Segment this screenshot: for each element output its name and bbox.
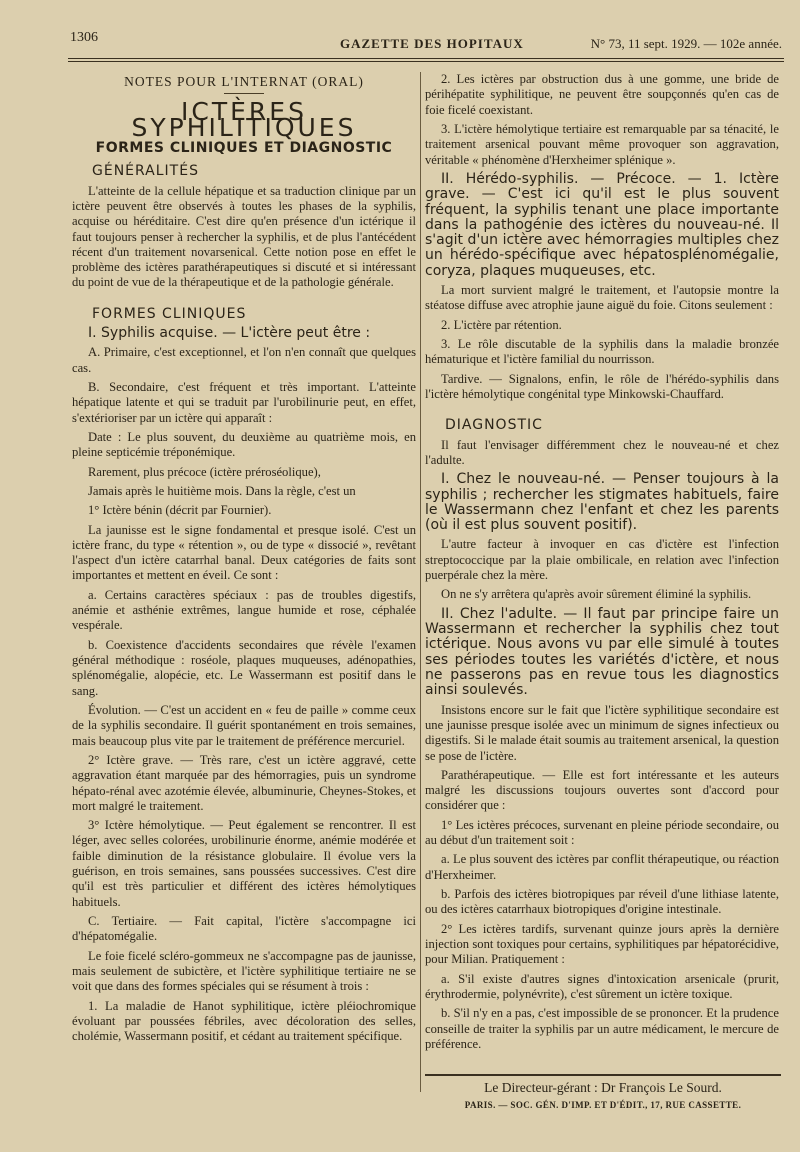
article-subtitle: FORMES CLINIQUES ET DIAGNOSTIC — [95, 139, 393, 156]
paragraph: b. Parfois des ictères biotropiques par réveil d'une lithiase latente, ou des ictères catarrhaux biotropiques d'origine intestinale. — [425, 887, 779, 917]
paragraph: A. Primaire, c'est exceptionnel, et l'on n'en connaît que quelques cas. — [72, 345, 416, 375]
paragraph: Rarement, plus précoce (ictère préroséolique), — [88, 464, 321, 479]
paragraph: b. Coexistence d'accidents secondaires que révèle l'examen général méthodique : roséole, plaques muqueuses, adénopathies, splénomégalie, alopécie, etc. Le Wassermann est positif dans le sang. — [72, 637, 416, 698]
paragraph: 2° Ictère grave. — Très rare, c'est un ictère aggravé, cette aggravation étant marquée par des hémorragies, puis un syndrome hépato-rénal avec azotémie élevée, albuminurie, Cheynes-Stokes, et mort malgré le traitement. — [72, 752, 416, 813]
paragraph: Date : Le plus souvent, du deuxième au quatrième mois, en pleine septicémie tréponémique. — [72, 429, 416, 460]
paragraph: I. Chez le nouveau-né. — Penser toujours à la syphilis ; rechercher les stigmates habituels, faire le Wassermann chez l'enfant et chez les parents (où il est plus souvent positif). — [425, 471, 779, 534]
paragraph: Jamais après le huitième mois. Dans la règle, c'est un — [88, 483, 356, 498]
paragraph: 1. La maladie de Hanot syphilitique, ictère pléiochromique évoluant par poussées fébriles, avec décoloration des selles, cholémie, Wassermann positif, et cédant au traitement spécifique. — [72, 998, 416, 1044]
left-column — [72, 72, 416, 1049]
footer-rule — [425, 1074, 781, 1076]
paragraph: Il faut l'envisager différemment chez le nouveau-né et chez l'adulte. — [425, 437, 779, 467]
paragraph: La mort survient malgré le traitement, et l'autopsie montre la stéatose diffuse avec atrophie jaune aiguë du foie. Citons seulement : — [425, 283, 779, 313]
section-heading: DIAGNOSTIC — [445, 417, 543, 434]
director-line: Le Directeur-gérant : Dr François Le Sourd. — [484, 1080, 722, 1095]
paragraph: 2. L'ictère par rétention. — [441, 317, 562, 332]
paragraph: Le foie ficelé scléro-gommeux ne s'accompagne pas de jaunisse, mais seulement de subictère, et l'ictère syphilitique tertiaire ne se voit que dans des formes spéciales qui se résument à trois : — [72, 948, 416, 994]
page-header — [70, 30, 782, 56]
paragraph: L'atteinte de la cellule hépatique et sa traduction clinique par un ictère peuvent être observés à toutes les phases de la syphilis, acquise ou héréditaire. C'est dire qu'en présence d'un ictérique il faut toujours penser à rechercher la syphilis, et de plus l'antécédent récent d'un traitement novarsenical. Cette notion pose en effet le problème des ictères parathérapeutiques si discuté et si intéressant du point de vue de la thérapeutique et de la pathologie générale. — [72, 183, 416, 290]
paragraph: Tardive. — Signalons, enfin, le rôle de l'hérédo-syphilis dans l'ictère hémolytique congénital type Minkowski-Chauffard. — [425, 371, 779, 401]
paragraph: 3° Ictère hémolytique. — Peut également se rencontrer. Il est léger, avec selles colorées, urobilinurie énorme, anémie modérée et faible diminution de la résistance globulaire. Il évolue vers la guérison, en trois semaines, sans poussées successives. C'est dire qu'il est très particulier et différent des ictères hémolytiques habituels. — [72, 818, 416, 909]
paragraph: 2° Les ictères tardifs, survenant quinze jours après la dernière injection sont toxiques pour certains, syphilitiques par hépatorécidive, pour Milian. Pratiquement : — [425, 921, 779, 967]
header-rule — [68, 58, 784, 59]
paragraph: 3. Le rôle discutable de la syphilis dans la maladie bronzée hématurique et l'ictère familial du nourrisson. — [425, 337, 779, 367]
paragraph: On ne s'y arrêtera qu'après avoir sûrement éliminé la syphilis. — [441, 587, 752, 602]
paragraph: a. S'il existe d'autres signes d'intoxication arsenicale (prurit, érythrodermie, polynévrite), c'est sûrement un ictère toxique. — [425, 971, 779, 1001]
paragraph: La jaunisse est le signe fondamental et presque isolé. C'est un ictère franc, du type « rétention », ou de type « dissocié », revêtant l'aspect d'un ictère catarrhal banal. Deux catégories de faits sont importantes et mettent en éveil. Ce sont : — [72, 522, 416, 583]
paragraph: 2. Les ictères par obstruction dus à une gomme, une bride de périhépatite syphilitique, ne peuvent être soupçonnés qu'en cas de foie ficelé coexistant. — [425, 72, 779, 117]
paragraph: 3. L'ictère hémolytique tertiaire est remarquable par sa ténacité, le traitement arsenical pouvant même provoquer son aggravation, véritable « phénomène d'Herxheimer splénique ». — [425, 121, 779, 167]
paragraph: B. Secondaire, c'est fréquent et très important. L'atteinte hépatique latente et qui se traduit par l'urobilinurie peut, en effet, s'extérioriser par un ictère qui apparaît : — [72, 380, 416, 425]
paragraph: Parathérapeutique. — Elle est fort intéressante et les auteurs malgré les discussions toujours ouvertes sont d'accord pour considérer que : — [425, 767, 779, 813]
paragraph: C. Tertiaire. — Fait capital, l'ictère s'accompagne ici d'hépatomégalie. — [72, 914, 416, 944]
paragraph: II. Chez l'adulte. — Il faut par principe faire un Wassermann et rechercher la syphilis chez tout ictérique. Nous avons vu par elle simulé à toutes ses périodes toutes les variétés d'ictère, et nous ne passerons pas en revue tous les diagnostics ainsi soulevés. — [425, 605, 779, 699]
divider — [224, 93, 264, 94]
paragraph: 1° Les ictères précoces, survenant en pleine période secondaire, ou au début d'un traitement soit : — [425, 817, 779, 848]
paragraph: L'autre facteur à invoquer en cas d'ictère est l'infection streptococcique par la plaie ombilicale, en relation avec l'infection puerpérale chez la mère. — [425, 537, 779, 583]
paragraph: Insistons encore sur le fait que l'ictère syphilitique secondaire est une jaunisse presque isolée avec un minimum de signes infectieux ou digestifs. Si le malade était soumis au traitement arsenical, la question se pose de l'ictère. — [425, 702, 779, 763]
paragraph: 1° Ictère bénin (décrit par Fournier). — [88, 503, 272, 518]
kicker: NOTES POUR L'INTERNAT (ORAL) — [124, 74, 364, 89]
paragraph: Évolution. — C'est un accident en « feu de paille » comme ceux de la syphilis secondaire. Il guérit spontanément en trois semaines, mais beaucoup plus vite par le traitement de préférence mercuriel. — [72, 702, 416, 748]
right-column — [425, 72, 779, 1056]
section-heading: FORMES CLINIQUES — [92, 305, 247, 322]
paragraph: a. Le plus souvent des ictères par conflit thérapeutique, ou réaction d'Herxheimer. — [425, 852, 779, 882]
section-heading: GÉNÉRALITÉS — [92, 163, 199, 180]
paragraph: II. Hérédo-syphilis. — Précoce. — 1. Ictère grave. — C'est ici qu'il est le plus souvent fréquent, la syphilis tenant une place importante dans la pathogénie des ictères du nouveau-né. Il s'agit d'un ictère avec hémorragies multiples chez un hérédo-spécifique avec hépatosplénomégalie, coryza, plaques muqueuses, etc. — [425, 170, 779, 279]
paragraph: I. Syphilis acquise. — L'ictère peut être : — [88, 325, 371, 342]
issue-date: N° 73, 11 sept. 1929. — 102e année. — [590, 36, 782, 51]
journal-name: GAZETTE DES HOPITAUX — [340, 36, 524, 51]
article-title: ICTÈRES SYPHILITIQUES — [131, 97, 357, 142]
imprint-line: PARIS. — SOC. GÉN. D'IMP. ET D'ÉDIT., 17, RUE CASSETTE. — [464, 1100, 742, 1110]
page-number: 1306 — [70, 30, 98, 45]
paragraph: b. S'il n'y en a pas, c'est impossible de se prononcer. Et la prudence conseille de traiter la syphilis par un autre médicament, le mercure de préférence. — [425, 1006, 779, 1051]
column-divider — [420, 72, 421, 1092]
paragraph: a. Certains caractères spéciaux : pas de troubles digestifs, anémie et asthénie extrêmes, langue humide et rose, céphalée vespérale. — [72, 587, 416, 633]
header-rule — [68, 61, 784, 62]
